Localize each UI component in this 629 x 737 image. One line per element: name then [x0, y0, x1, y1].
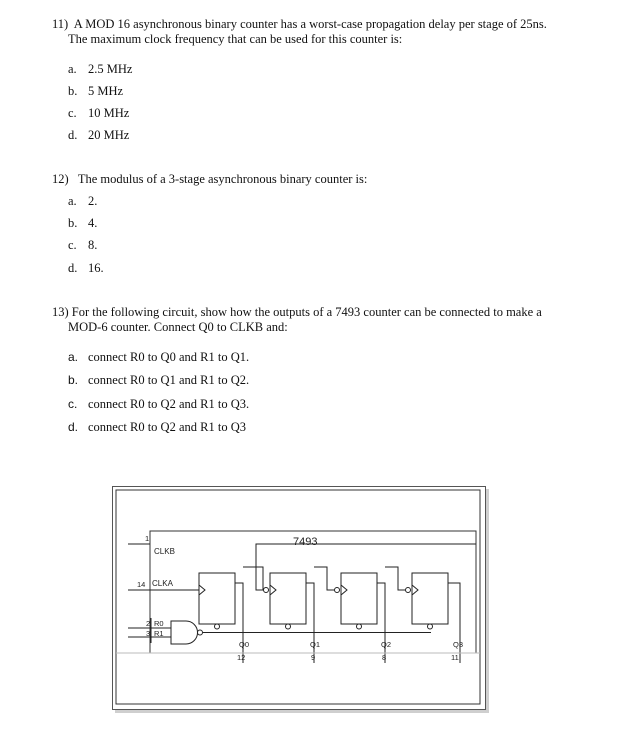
- option-12-c[interactable]: c. 8.: [68, 238, 98, 252]
- question-12: [52, 172, 367, 187]
- flip-flop-1: [270, 573, 306, 624]
- option-13-c[interactable]: c. connect R0 to Q2 and R1 to Q3.: [68, 397, 250, 411]
- q1-to-ff2-line: [314, 567, 334, 590]
- option-11-a[interactable]: a. 2.5 MHz: [68, 62, 133, 76]
- question-text: For the following circuit, show how the outputs of a 7493 counter can be connected to make a: [71, 305, 542, 319]
- q2-to-ff3-line: [385, 567, 405, 590]
- ff1-reset-bubble: [286, 624, 291, 629]
- nand-bubble: [198, 630, 203, 635]
- q3-pin-number: 11: [451, 653, 459, 662]
- option-12-d[interactable]: d. 16.: [68, 261, 104, 275]
- option-13-a[interactable]: a. connect R0 to Q0 and R1 to Q1.: [68, 350, 250, 364]
- question-11: [52, 17, 547, 47]
- q3-label: Q3: [453, 640, 464, 649]
- question-13-line1: [52, 305, 542, 320]
- r0-pin-number: 2: [146, 619, 151, 628]
- option-12-a[interactable]: a. 2.: [68, 194, 98, 208]
- flip-flop-3: [412, 573, 448, 624]
- question-13-line2: MOD-6 counter. Connect Q0 to CLKB and:: [68, 320, 288, 334]
- option-11-c[interactable]: c. 10 MHz: [68, 106, 130, 120]
- r0-label: R0: [154, 619, 164, 628]
- q3-output-line: [448, 583, 460, 663]
- ff1-clock-bubble: [264, 588, 269, 593]
- flip-flop-0: [199, 573, 235, 624]
- clka-pin-number: 14: [137, 580, 146, 589]
- question-13: [52, 305, 542, 335]
- r1-pin-number: 3: [146, 629, 151, 638]
- r1-label: R1: [154, 629, 164, 638]
- question-12-line1: [52, 172, 367, 187]
- q0-label: Q0: [239, 640, 250, 649]
- q1-output-line: [306, 583, 314, 663]
- ff2-reset-bubble: [357, 624, 362, 629]
- ff2-clock-bubble: [335, 588, 340, 593]
- flip-flop-2: [341, 573, 377, 624]
- option-12-b[interactable]: b. 4.: [68, 216, 98, 230]
- option-13-d[interactable]: d. connect R0 to Q2 and R1 to Q3: [68, 420, 246, 434]
- ff3-clock-bubble: [406, 588, 411, 593]
- question-11-line2: The maximum clock frequency that can be used for this counter is:: [68, 32, 403, 46]
- question-11-line1: [52, 17, 547, 32]
- chip-label: 7493: [293, 536, 318, 548]
- option-11-d[interactable]: d. 20 MHz: [68, 128, 130, 142]
- q0-pin-number: 12: [237, 653, 246, 662]
- counter-7493-schematic: [113, 487, 485, 709]
- question-number: 12): [52, 172, 69, 186]
- option-11-b[interactable]: b. 5 MHz: [68, 84, 124, 98]
- q2-output-line: [377, 583, 385, 663]
- q1-pin-number: 9: [311, 653, 316, 662]
- question-number: 13): [52, 305, 69, 319]
- ff0-reset-bubble: [215, 624, 220, 629]
- clka-label: CLKA: [152, 579, 173, 588]
- q1-label: Q1: [310, 640, 321, 649]
- question-text: The modulus of a 3-stage asynchronous binary counter is:: [77, 172, 368, 186]
- question-text: A MOD 16 asynchronous binary counter has a worst-case propagation delay per stage of 25ns.: [73, 17, 547, 31]
- clkb-pin-number: 1: [145, 534, 150, 543]
- question-number: 11): [52, 17, 69, 31]
- nand-gate: [171, 621, 198, 644]
- q2-label: Q2: [381, 640, 392, 649]
- clkb-label: CLKB: [154, 547, 175, 556]
- ff3-reset-bubble: [428, 624, 433, 629]
- q2-pin-number: 8: [382, 653, 387, 662]
- q0-to-ff1-line: [243, 567, 263, 590]
- option-13-b[interactable]: b. connect R0 to Q1 and R1 to Q2.: [68, 373, 250, 387]
- circuit-diagram: [112, 486, 486, 710]
